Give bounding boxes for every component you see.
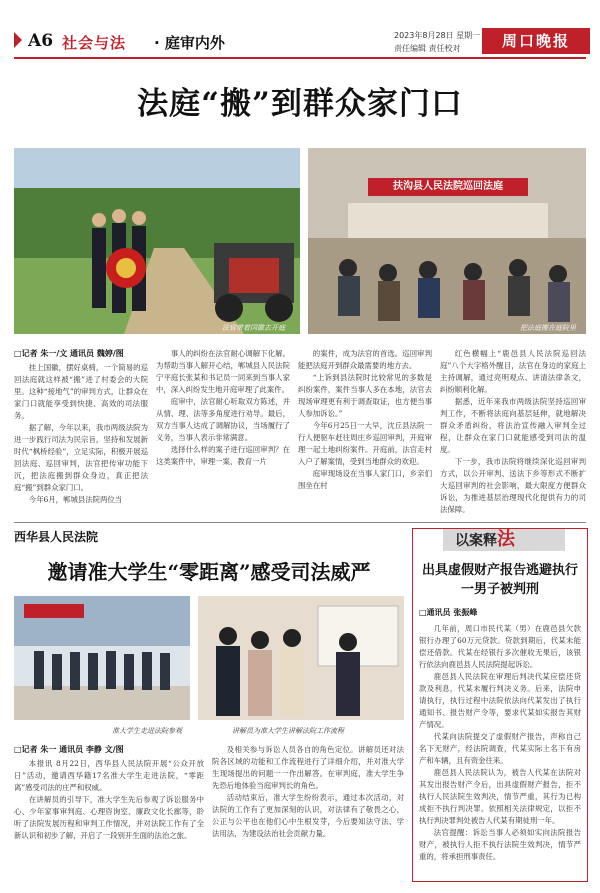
story2-column-1 [14,758,204,880]
photo4-caption: 讲解员为准大学生讲解法院工作流程 [232,727,344,735]
photo-judges-walking-image [14,148,300,334]
story1-column-2 [156,348,290,514]
photo-guide-explaining [198,596,404,720]
subsection-title: · 庭审内外 [154,34,225,52]
column-tag-label: 以案释 [455,533,497,549]
paragraph: 事人的纠纷在法官耐心调解下化解。为帮助当事人解开心结，郸城县人民法院宁平庭长张某和书记员一同来到当事人家中，深入纠纷发生地开庭审理了此案件。 [156,349,290,394]
photo1-caption: 法官带着国徽去开庭 [222,324,285,332]
paragraph: 及相关参与诉讼人员各自的角色定位。讲解员还对法院各区域的功能和工作流程进行了详细介绍，并对准大学生现场提出的问题一一作出解答。在审判庭，准大学生争先恐后地体验当庭审判长的角色。 [212,745,404,790]
photo-courtyard-trial [308,148,586,334]
story1-byline: □记者 朱一/文 通讯员 魏婷/图 [14,349,124,358]
paragraph: 几年前，周口市民代某（男）在鹿邑县欠款银行办理了60万元贷款。贷款到期后，代某未能偿还借款。代某在经银行多次催收无果后，该银行依法向鹿邑县人民法院提起诉讼。 [419,624,581,669]
story2-byline: □记者 朱一 通讯员 李静 文/图 [14,745,124,754]
paragraph: 今年6月25日一大早，沈丘县法院一行人便驱车赶往周庄乡巡回审判，开庭审理一起土地纠纷案件。开庭前，法官走村入户了解案情，受到当地群众的欢迎。 [298,421,432,466]
story2-headline: 邀请准大学生“零距离”感受司法威严 [47,560,371,584]
story1-column-1 [14,362,148,514]
box-headline: 出具虚假财产报告逃避执行 一男子被判刑 [421,563,578,597]
paragraph: 红色横幅上“鹿邑县人民法院巡回法庭”八个大字格外醒目，法官在身边的家庭上主持调解，通过亮明观点、讲清法律条文，纠纷顺利化解。 [440,349,586,394]
box-body [419,623,581,877]
paragraph: 下一步，我市法院将继续深化巡回审判方式，以公开审判、送法下乡等形式不断扩大巡回审判的社会影响，最大限度方便群众诉讼，为推进基层治理现代化提供有力的司法保障。 [440,457,586,514]
story2-column-2 [212,744,404,880]
photo3-caption: 准大学生走进法院参观 [112,727,182,735]
photo-judges-walking [14,148,300,334]
paragraph: 选择什么样的案子进行巡回审判？在这类案件中，审理一案、教育一片 [156,445,290,466]
story1-column-3 [298,348,432,514]
story1-column-4 [440,348,586,514]
photo-students-visit-image [14,596,190,720]
paragraph: 庭审中，法官耐心听取双方陈述，并从情、理、法等多角度进行劝导。最后，双方当事人达成了调解协议，当场履行了义务，当事人表示非常满意。 [156,397,290,442]
header-rule [14,57,586,59]
section-marker-icon [14,32,22,48]
column-tag-char: 法 [497,529,515,550]
box-byline: □通讯员 张振峰 [419,608,478,617]
section-title: 社会与法 [62,34,127,52]
paragraph: 法官提醒：诉讼当事人必须如实向法院报告财产，被执行人拒不执行法院生效判决，情节严重的，将承担刑事责任。 [419,828,581,861]
paragraph: 活动结束后，准大学生纷纷表示，通过本次活动，对法院的工作有了更加深刻的认识，对法律有了敬畏之心，公正与公平也在他们心中生根发芽，今后要知法守法、学法用法，为建设法治社会贡献力量。 [212,793,404,838]
photo2-caption: 把法庭搬在庭院里 [520,324,576,332]
column-tag [443,529,565,551]
photo-guide-explaining-image [198,596,404,720]
main-headline: 法庭“搬”到群众家门口 [137,86,463,122]
issue-date: 2023年8月28日 星期一 [394,31,481,40]
paragraph: 鹿邑县人民法院认为，被告人代某在法院对其发出报告财产令后，出具虚假财产报告，拒不执行人民法院生效判决，情节严重，其行为已构成拒不执行判决罪。依照相关法律规定，以拒不执行判决罪判处被告人代某有期徒刑一年。 [419,768,581,825]
paragraph: 鹿邑县人民法院在审理后判决代某应偿还贷款及利息，代某未履行判决义务。后来，法院申请执行，执行过程中法院依法向代某发出了执行通知书、报告财产令等，要求代某如实报告其财产情况。 [419,672,581,729]
page-header [14,28,586,56]
paragraph: 据悉，近年来我市两级法院坚持巡回审判工作，不断将法庭向基层延伸，就地解决群众矛盾纠纷，将法治宣传融入审判全过程，让群众在家门口就能感受到司法的温度。 [440,397,586,454]
court-name: 西华县人民法院 [14,530,99,544]
section-divider [14,522,586,523]
paragraph: “上诉到县法院时比较常见的多数是纠纷案件，案件当事人多在本地，法官去现场审理更有利于调查取证，也方便当事人参加诉讼。” [298,373,432,418]
paragraph: 庭审现场设在当事人家门口，乡亲们围坐在村 [298,469,432,490]
paragraph: 的案件，成为法官的首选。巡回审判能把法庭开到群众最需要的地方去。 [298,349,432,370]
page-number: A6 [28,31,54,51]
paragraph: 据了解，今年以来，我市两级法院为进一步践行司法为民宗旨，坚持和发展新时代“枫桥经验”，立足实际，积极开展巡回法庭、巡回审判，法官把传审功能下沉，把法庭搬到群众身边，真正把法庭“搬”到群众家门口。 [14,423,148,492]
photo-students-visit [14,596,190,720]
paragraph: 挂上国徽，摆好桌椅，一个简易的巡回法庭就这样被“搬”进了村委会的大院里。这种“接地气”的审判方式，让群众在家门口就能享受到快捷、高效的司法服务。 [14,363,148,420]
paragraph: 本报讯 8月22日，西华县人民法院开展“公众开放日”活动，邀请西华籍17名准大学生走进法院，“零距离”感受司法的庄严和权威。 [14,759,204,792]
photo-courtyard-trial-image [308,148,586,334]
paragraph: 今年6月，郸城县法院两位当 [28,495,123,504]
paragraph: 代某向法院提交了虚假财产报告，声称自己名下无财产，经法院调查，代某实际上名下有房产和车辆，且有资金往来。 [419,732,581,765]
court-banner: 扶沟县人民法院巡回法庭 [393,181,503,192]
case-explainer-box [412,528,588,882]
editors-line: 责任编辑 责任校对 [394,44,461,53]
newspaper-logo: 周口晚报 [482,28,590,54]
paragraph: 在讲解员的引导下，准大学生先后参观了诉讼服务中心、少年家事审判庭、心理咨询室、廉政文化长廊等，聆听了法院发展历程和审判工作情况，并对法院工作有了全新认识和初步了解，开启了一段别开生面的法治之旅。 [14,795,204,840]
